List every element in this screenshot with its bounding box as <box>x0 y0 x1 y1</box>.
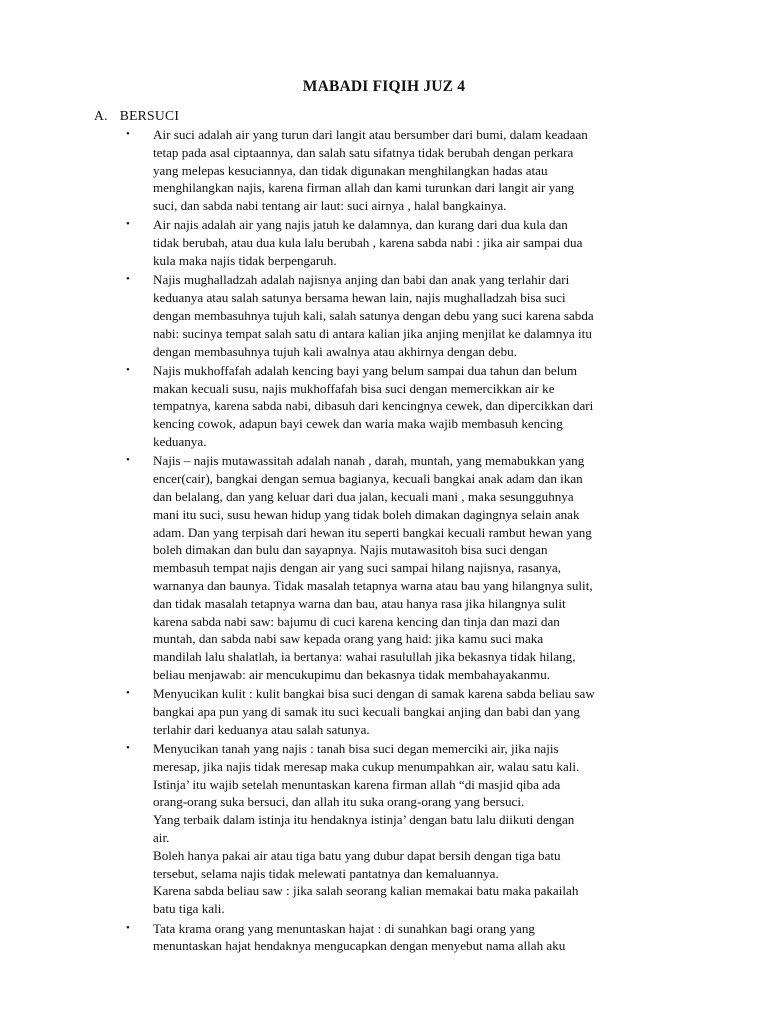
bullet-icon: • <box>126 273 130 286</box>
paragraph-line: dan tidak masalah tetapnya warna dan bau, atau hanya rasa jika hilangnya sulit <box>153 595 566 611</box>
list-item <box>124 740 680 918</box>
paragraph-line: Tata krama orang yang menuntaskan hajat : di sunahkan bagi orang yang <box>153 920 535 936</box>
paragraph-line: tidak berubah, atau dua kula lalu berubah , karena sabda nabi : jika air sampai dua <box>153 235 583 251</box>
paragraph-line: Najis mughalladzah adalah najisnya anjing dan babi dan anak yang terlahir dari <box>153 272 570 288</box>
paragraph-line: encer(cair), bangkai dengan semua bagianya, kecuali bangkai anak adam dan ikan <box>153 471 583 487</box>
document-title: MABADI FIQIH JUZ 4 <box>302 78 466 95</box>
paragraph-line: Najis – najis mutawassitah adalah nanah , darah, muntah, yang memabukkan yang <box>153 453 585 469</box>
paragraph-line: tersebut, selama najis tidak melewati pantatnya dan kemaluannya. <box>153 865 499 881</box>
bullet-icon: • <box>126 687 130 700</box>
paragraph-line: membasuh tempat najis dengan air yang suci sampai hilang najisnya, rasanya, <box>153 560 561 576</box>
list-item <box>124 126 680 215</box>
paragraph-line: Istinja’ itu wajib setelah menuntaskan karena firman allah “di masjid qiba ada <box>153 776 561 792</box>
list-item <box>124 362 680 451</box>
bullet-icon: • <box>126 218 130 231</box>
paragraph-line: boleh dimakan dan bulu dan sayapnya. Najis mutawasitoh bisa suci dengan <box>153 542 548 558</box>
bullet-list <box>124 126 680 957</box>
list-item <box>124 216 680 269</box>
paragraph-line: dengan membasuhnya tujuh kali, salah satunya dengan debu yang suci karena sabda <box>153 307 594 323</box>
paragraph-line: beliau menjawab: air mencukupimu dan bekasnya tidak membahayakanmu. <box>153 666 551 682</box>
paragraph-line: Menyucikan tanah yang najis : tanah bisa suci degan memerciki air, jika najis <box>153 741 559 757</box>
paragraph-line: mandilah lalu shalatlah, ia bertanya: wahai rasulullah jika bekasnya tidak hilang, <box>153 649 576 665</box>
paragraph-line: Boleh hanya pakai air atau tiga batu yang dubur dapat bersih dengan tiga batu <box>153 847 561 863</box>
list-item <box>124 685 680 738</box>
paragraph-line: Air najis adalah air yang najis jatuh ke dalamnya, dan kurang dari dua kula dan <box>153 217 568 233</box>
paragraph-line: bangkai apa pun yang di samak itu suci kecuali bangkai anjing dan babi dan yang <box>153 704 580 719</box>
paragraph-line: kencing cowok, adapun bayi cewek dan waria maka wajib membasuh kencing <box>153 416 563 432</box>
paragraph-line: Yang terbaik dalam istinja itu hendaknya istinja’ dengan batu lalu diikuti dengan <box>153 812 575 828</box>
bullet-icon: • <box>126 128 130 140</box>
bullet-icon: • <box>126 363 130 376</box>
paragraph-line: air. <box>153 830 170 846</box>
paragraph-line: makan kecuali susu, najis mukhoffafah bisa suci dengan memercikkan air ke <box>153 380 555 396</box>
paragraph-line: warnanya dan baunya. Tidak masalah tetapnya warna atau bau yang hilangnya sulit, <box>153 577 593 593</box>
paragraph-line: menuntaskan hajat hendaknya mengucapkan dengan menyebut nama allah aku <box>153 938 566 954</box>
list-item <box>124 271 680 360</box>
paragraph-line: terlahir dari keduanya atau salah satunya. <box>153 721 370 737</box>
paragraph-line: mani itu suci, susu hewan hidup yang tidak boleh dimakan dagingnya selain anak <box>153 506 580 522</box>
paragraph-line: muntah, dan sabda nabi saw kepada orang yang haid: jika kamu suci maka <box>153 631 544 647</box>
paragraph-line: suci, dan sabda nabi tentang air laut: suci airnya , halal bangkainya. <box>153 198 507 214</box>
paragraph-line: dengan membasuhnya tujuh kali awalnya atau akhirnya dengan debu. <box>153 343 517 359</box>
paragraph-line: keduanya. <box>153 434 207 450</box>
paragraph-line: orang-orang suka bersuci, dan allah itu suka orang-orang yang bersuci. <box>153 794 525 810</box>
paragraph-line: menghilangkan najis, karena firman allah dan kami turunkan dari langit air yang <box>153 180 575 196</box>
section-heading <box>94 108 179 124</box>
paragraph-line: Najis mukhoffafah adalah kencing bayi yang belum sampai dua tahun dan belum <box>153 362 578 378</box>
bullet-icon: • <box>126 454 130 467</box>
section-heading-text: BERSUCI <box>119 108 180 123</box>
paragraph-line: nabi: sucinya tempat salah satu di antara kalian jika anjing menjilat ke dalamnya itu <box>153 325 592 341</box>
paragraph-line: karena sabda nabi saw: bajumu di cuci karena kencing dan tinja dan mazi dan <box>153 613 560 629</box>
paragraph-line: tempatnya, karena sabda nabi, dibasuh dari kencingnya cewek, dan dipercikkan dari <box>153 398 594 414</box>
paragraph-line: dan belalang, dan yang keluar dari dua jalan, kecuali mani , maka sesungguhnya <box>153 488 574 504</box>
paragraph-line: batu tiga kali. <box>153 901 225 917</box>
section-letter: A. <box>94 108 108 123</box>
paragraph-line: Karena sabda beliau saw : jika salah seorang kalian memakai batu maka pakailah <box>153 883 579 899</box>
bullet-icon: • <box>126 921 130 934</box>
paragraph-line: keduanya atau salah satunya bersama hewan lain, najis mughalladzah bisa suci <box>153 290 566 306</box>
bullet-icon: • <box>126 742 130 755</box>
paragraph-line: yang melepas kesuciannya, dan tidak digunakan menghilangkan hadas atau <box>153 162 548 178</box>
paragraph-line: kula maka najis tidak berpengaruh. <box>153 253 337 269</box>
list-item <box>124 452 680 683</box>
paragraph-line: Menyucikan kulit : kulit bangkai bisa suci dengan di samak karena sabda beliau saw <box>153 686 595 702</box>
paragraph-line: tetap pada asal ciptaannya, dan salah satu sifatnya tidak berubah dengan perkara <box>153 144 574 160</box>
list-item <box>124 920 680 956</box>
paragraph-line: meresap, jika najis tidak meresap maka cukup menumpahkan air, walau satu kali. <box>153 758 580 774</box>
paragraph-line: adam. Dan yang terpisah dari hewan itu seperti bangkai kecuali rambut hewan yang <box>153 524 592 540</box>
paragraph-line: Air suci adalah air yang turun dari langit atau bersumber dari bumi, dalam keadaan <box>153 127 588 142</box>
